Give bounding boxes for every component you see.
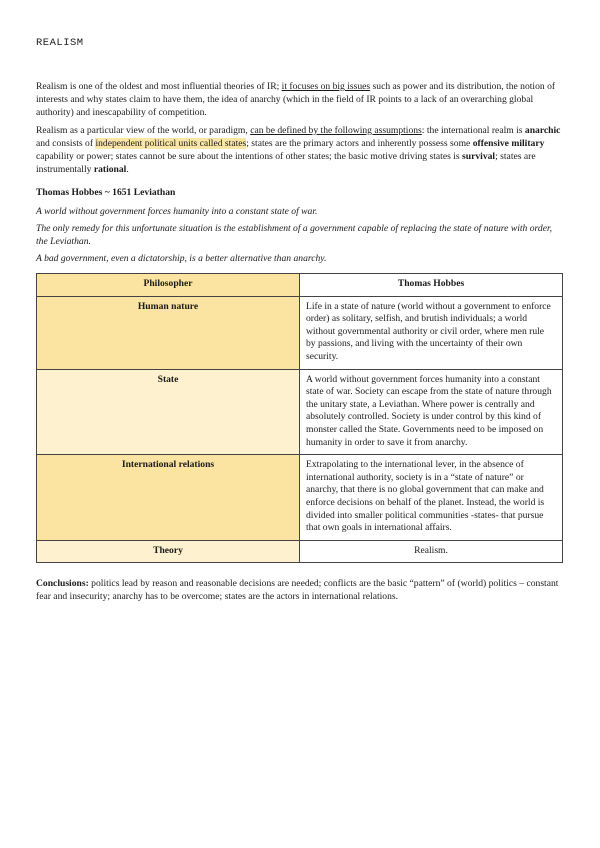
table-row: [37, 296, 563, 369]
quote-line: A bad government, even a dictatorship, is a better alternative than anarchy.: [36, 253, 327, 264]
row-text: Life in a state of nature (world without a government to enforce order) as solitary, selfish, and brutish individuals; a world without governmental authority or civil order, where men rule by passions, and living with the uncertainty of their own security.: [300, 296, 563, 369]
bold-term: anarchic: [524, 125, 561, 136]
quote-line: A world without government forces humanity into a constant state of war.: [36, 206, 318, 217]
section-heading: Thomas Hobbes ~ 1651 Leviathan: [36, 187, 176, 198]
intro-text: such as power and its distribution, the notion of interests and why states claim to have them, the idea of anarchy (which in the field of IR points to a lack of an overarching global authority) and inescapability of competition.: [36, 81, 556, 118]
bold-term: rational: [93, 164, 127, 175]
row-text: A world without government forces humanity into a constant state of war. Society can escape from the state of nature through the unitary state, a Leviathan. Where power is centrally and absolutely controlled. Society is under control by this kind of monster called the State. Governments need to be imposed on humanity in order to save it from anarchy.: [300, 369, 563, 455]
table-header-cell: Thomas Hobbes: [300, 274, 563, 297]
intro-text: Realism as a particular view of the world, or paradigm,: [36, 125, 251, 136]
table-row: [37, 455, 563, 541]
row-label: Human nature: [37, 296, 300, 369]
table-row: [37, 369, 563, 455]
conclusion-paragraph: [36, 577, 563, 603]
intro-text: capability or power; states cannot be sure about the intentions of other states; the basic motive driving states is: [36, 151, 463, 162]
highlighted-phrase: independent political units called states: [95, 138, 247, 149]
intro-paragraph-2: [36, 124, 563, 176]
intro-text: Realism is one of the oldest and most influential theories of IR;: [36, 81, 282, 92]
intro-text: and consists of: [36, 138, 96, 149]
row-label: International relations: [37, 455, 300, 541]
row-label: State: [37, 369, 300, 455]
conclusion-label: Conclusions:: [36, 578, 89, 590]
hobbes-table: [36, 273, 563, 563]
underlined-phrase: it focuses on big issues: [281, 81, 371, 92]
document-body: [36, 80, 563, 608]
underlined-phrase: can be defined by the following assumptions: [250, 125, 422, 136]
intro-text: ; states are the primary actors and inherently possess some: [246, 138, 473, 149]
table-header-cell: Philosopher: [37, 274, 300, 297]
bold-term: offensive military: [472, 138, 545, 149]
row-text: Extrapolating to the international lever, in the absence of international authority, society is in a “state of nature” or anarchy, that there is no global government that can make and enforce decisions on behalf of the planet. Instead, the world is divided into smaller political communities -states- that pursue that own goals in international affairs.: [300, 455, 563, 541]
row-text: Realism.: [300, 540, 563, 563]
intro-text: .: [126, 164, 129, 175]
intro-text: ; states are instrumentally: [36, 151, 536, 175]
intro-text: : the international realm is: [421, 125, 525, 136]
conclusion-text: politics lead by reason and reasonable decisions are needed; conflicts are the basic “pattern” of (world) politics – constant fear and insecurity; anarchy has to be overcome; states are the actors in international relations.: [36, 578, 559, 603]
table-header-row: [37, 274, 563, 297]
intro-paragraph-1: [36, 80, 563, 119]
bold-term: survival: [462, 151, 496, 162]
table-row: [37, 540, 563, 563]
quote-line: The only remedy for this unfortunate situation is the establishment of a government capable of replacing the state of nature with order, the Leviathan.: [36, 223, 553, 247]
row-label: Theory: [37, 540, 300, 563]
page-title: REALISM: [36, 37, 84, 49]
